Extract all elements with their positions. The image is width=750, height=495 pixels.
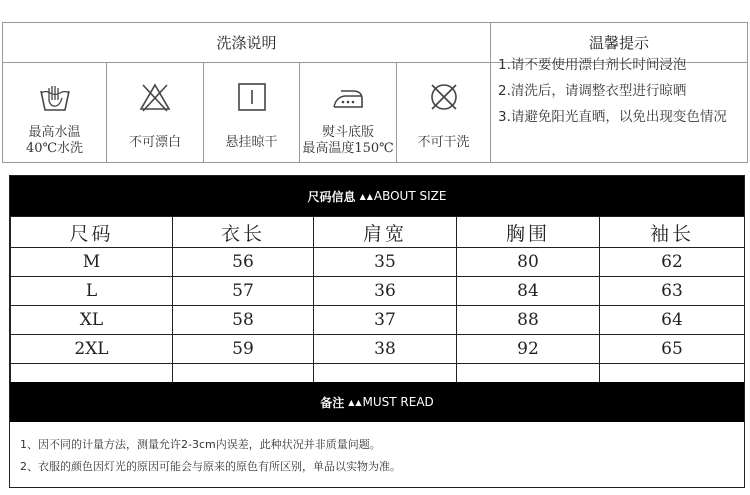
size-info-bar	[10, 176, 744, 216]
tip-item: 1.请不要使用漂白剂长时间浸泡	[498, 57, 687, 73]
tip-item: 3.请避免阳光直晒，以免出现变色情况	[498, 109, 727, 125]
cell: 37	[314, 306, 457, 335]
note-line: 2、衣服的颜色因灯光的原因可能会与原来的原色有所区别，单品以实物为准。	[20, 460, 401, 473]
iron-label-line1: 熨斗底版	[321, 125, 374, 140]
table-row	[11, 335, 745, 364]
care-item-hand-wash	[3, 63, 107, 162]
no-dry-clean-icon	[427, 81, 461, 113]
cell: 80	[457, 248, 600, 277]
size-table	[10, 216, 745, 393]
table-row	[11, 306, 745, 335]
header-length: 衣长	[173, 217, 314, 248]
tips-title: 温馨提示	[491, 23, 747, 63]
iron-icon	[331, 81, 365, 113]
tips-list	[498, 52, 746, 130]
cell: 59	[173, 335, 314, 364]
cell: 56	[173, 248, 314, 277]
size-table-header	[11, 217, 745, 248]
notes-title: 备注	[320, 395, 345, 410]
no-bleach-label: 不可漂白	[128, 135, 181, 150]
cell: 35	[314, 248, 457, 277]
triangle-marks: ▲▲	[359, 191, 374, 201]
no-dry-clean-label: 不可干洗	[417, 135, 470, 150]
cell: 65	[600, 335, 745, 364]
triangle-marks: ▲▲	[348, 397, 363, 407]
hand-wash-label-line1: 最高水温	[28, 125, 81, 140]
iron-label-line2: 最高温度150℃	[302, 141, 394, 156]
cell: 62	[600, 248, 745, 277]
cell: 84	[457, 277, 600, 306]
cell: 63	[600, 277, 745, 306]
no-bleach-icon	[138, 81, 172, 113]
care-item-iron	[300, 63, 397, 162]
table-row	[11, 277, 745, 306]
notes-bar	[10, 382, 744, 422]
cell: 57	[173, 277, 314, 306]
care-icons-row	[3, 63, 491, 162]
cell: 38	[314, 335, 457, 364]
hang-dry-icon	[235, 81, 269, 113]
cell: 92	[457, 335, 600, 364]
wash-title: 洗涤说明	[3, 23, 491, 63]
note-line: 1、因不同的计量方法，测量允许2-3cm内误差，此种状况并非质量问题。	[20, 438, 381, 451]
care-item-no-bleach	[107, 63, 204, 162]
tip-item: 2.清洗后，请调整衣型进行晾晒	[498, 83, 687, 99]
hang-dry-label: 悬挂晾干	[225, 135, 278, 150]
notes-list	[10, 422, 744, 487]
cell: L	[11, 277, 173, 306]
header-sleeve: 袖长	[600, 217, 745, 248]
care-item-hang-dry	[204, 63, 300, 162]
header-chest: 胸围	[457, 217, 600, 248]
cell: 58	[173, 306, 314, 335]
header-shoulder: 肩宽	[314, 217, 457, 248]
cell: XL	[11, 306, 173, 335]
cell: 2XL	[11, 335, 173, 364]
size-info-title: 尺码信息	[307, 189, 356, 204]
size-table-panel	[9, 175, 745, 488]
notes-title-en: MUST READ	[362, 395, 434, 409]
size-info-title-en: ABOUT SIZE	[373, 189, 447, 203]
care-item-no-dry-clean	[397, 63, 491, 162]
cell: 64	[600, 306, 745, 335]
cell: 36	[314, 277, 457, 306]
hand-wash-label-line2: 40℃水洗	[25, 141, 84, 156]
header-size: 尺码	[11, 217, 173, 248]
cell: 88	[457, 306, 600, 335]
hand-wash-icon	[38, 81, 72, 113]
table-row	[11, 248, 745, 277]
cell: M	[11, 248, 173, 277]
